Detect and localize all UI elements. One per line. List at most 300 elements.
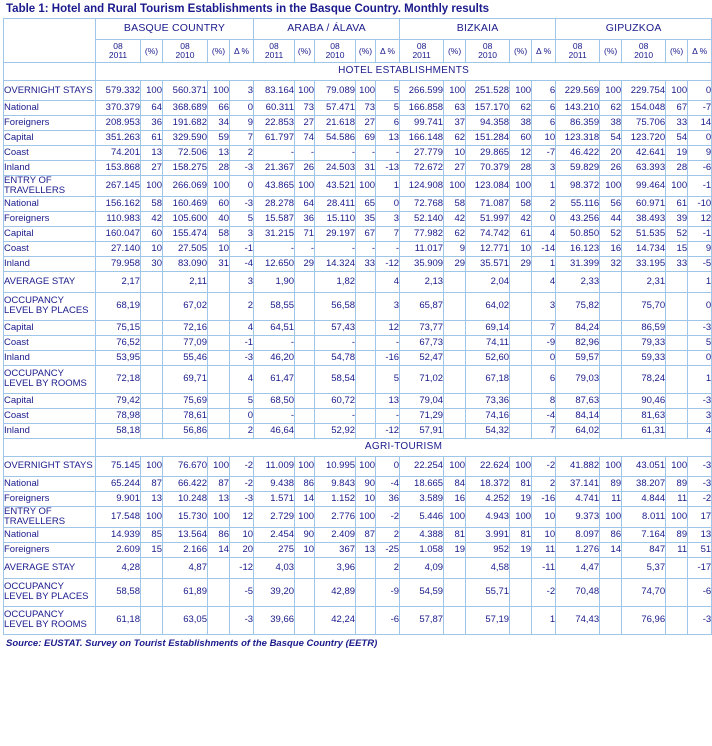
cell: 90 [356,476,376,491]
cell: 86 [208,527,230,542]
table-row [4,241,712,256]
cell: 4 [230,320,254,335]
cell [666,606,688,634]
cell [600,606,622,634]
cell: 100 [208,176,230,197]
row-label: Foreigners [4,542,96,557]
cell: 14 [295,491,315,506]
cell: 64 [141,101,163,116]
table-row [4,116,712,131]
row-label: National [4,527,96,542]
cell: 2 [230,423,254,438]
cell: 74,11 [466,335,510,350]
cell: 57,87 [400,606,444,634]
cell: -7 [532,146,556,161]
cell: -3 [230,606,254,634]
cell: 58,18 [96,423,141,438]
cell: - [376,408,400,423]
cell: 143.210 [556,101,600,116]
cell: 69 [356,131,376,146]
cell [444,292,466,320]
cell [510,320,532,335]
table-row [4,506,712,527]
cell: 89 [666,527,688,542]
cell: 3,96 [315,557,356,578]
cell: 56,86 [163,423,208,438]
cell: 75,82 [556,292,600,320]
cell: 59,33 [622,350,666,365]
cell: 4,28 [96,557,141,578]
cell: - [254,241,295,256]
cell: - [376,241,400,256]
cell: 28 [208,161,230,176]
cell: 12 [510,146,532,161]
cell: 58 [510,196,532,211]
cell: 61,18 [96,606,141,634]
cell: 2.776 [315,506,356,527]
cell: -3 [230,196,254,211]
cell: 43.521 [315,176,356,197]
cell: - [295,241,315,256]
cell: 26 [295,161,315,176]
cell: 251.528 [466,81,510,101]
cell [356,557,376,578]
row-label: OVERNIGHT STAYS [4,456,96,476]
cell [666,393,688,408]
cell: 100 [510,176,532,197]
table-row [4,606,712,634]
header-pct-previous-2: (%) [510,40,532,63]
cell [356,606,376,634]
cell: 105.600 [163,211,208,226]
cell: -11 [532,557,556,578]
cell: 7 [376,226,400,241]
cell: 61 [141,131,163,146]
cell: 63 [444,101,466,116]
cell: 10 [532,527,556,542]
cell: 10 [532,131,556,146]
cell: 75,15 [96,320,141,335]
cell: 27 [356,116,376,131]
cell [208,578,230,606]
cell: 86,59 [622,320,666,335]
cell: 89 [600,476,622,491]
tourism-statistics-table [3,18,712,635]
cell [295,271,315,292]
cell: 58 [444,196,466,211]
cell: 72.672 [400,161,444,176]
cell: 9.901 [96,491,141,506]
cell [208,350,230,365]
table-row [4,476,712,491]
header-group-0: BASQUE COUNTRY [96,19,254,40]
cell: 75.145 [96,456,141,476]
row-label: Coast [4,408,96,423]
cell: -9 [532,335,556,350]
cell: 79,33 [622,335,666,350]
table-row [4,527,712,542]
cell: 81 [444,527,466,542]
cell: 36 [141,116,163,131]
cell: -3 [688,393,712,408]
cell: 76.670 [163,456,208,476]
cell: 0 [532,350,556,365]
cell [208,271,230,292]
cell: 15.587 [254,211,295,226]
cell: 4.388 [400,527,444,542]
cell: 329.590 [163,131,208,146]
cell [356,408,376,423]
cell: 16 [444,491,466,506]
row-label: Capital [4,393,96,408]
cell: 22.624 [466,456,510,476]
cell [356,271,376,292]
cell: 10.248 [163,491,208,506]
cell: 87,63 [556,393,600,408]
cell: - [254,335,295,350]
cell: 36 [295,211,315,226]
cell [295,606,315,634]
cell: 72.506 [163,146,208,161]
cell: 3 [532,292,556,320]
cell: - [315,408,356,423]
cell: 60.971 [622,196,666,211]
cell: 18.372 [466,476,510,491]
cell: 42,24 [315,606,356,634]
cell: 157.170 [466,101,510,116]
cell [141,335,163,350]
cell: 52,92 [315,423,356,438]
cell: -14 [532,241,556,256]
cell: -5 [688,256,712,271]
cell: 0 [230,408,254,423]
row-label: OVERNIGHT STAYS [4,81,96,101]
cell [208,292,230,320]
cell: 4.741 [556,491,600,506]
cell: -1 [688,226,712,241]
cell: 100 [356,456,376,476]
row-label: Inland [4,350,96,365]
cell: 37 [444,116,466,131]
cell: 21.367 [254,161,295,176]
header-year-current-3: 08 2011 [556,40,600,63]
header-year-previous-3: 08 2010 [622,40,666,63]
cell: -10 [688,196,712,211]
cell: 8.097 [556,527,600,542]
cell: 3 [230,81,254,101]
cell: 12.650 [254,256,295,271]
cell: 1,90 [254,271,295,292]
cell: 4 [230,365,254,393]
cell: 100 [510,506,532,527]
table-row [4,176,712,197]
cell: 33 [356,256,376,271]
row-label: ENTRY OF TRAVELLERS [4,176,96,197]
cell: 69,71 [163,365,208,393]
cell: 86 [295,476,315,491]
cell: 89 [666,476,688,491]
cell: 42 [444,211,466,226]
cell: -2 [532,456,556,476]
cell: 67,18 [466,365,510,393]
cell: 59.829 [556,161,600,176]
row-label: ENTRY OF TRAVELLERS [4,506,96,527]
cell: 229.754 [622,81,666,101]
section-band-0: HOTEL ESTABLISHMENTS [96,63,712,81]
cell: -6 [688,161,712,176]
cell: 1 [532,256,556,271]
cell: 14.734 [622,241,666,256]
cell: 79.089 [315,81,356,101]
cell: 1 [376,176,400,197]
cell: 54 [666,131,688,146]
cell: 19 [666,146,688,161]
cell: -3 [688,320,712,335]
cell [666,271,688,292]
cell: 4 [532,271,556,292]
cell: 123.720 [622,131,666,146]
cell: -6 [688,578,712,606]
cell: 0 [532,211,556,226]
cell [444,320,466,335]
cell: 74,70 [622,578,666,606]
cell [295,393,315,408]
cell [208,365,230,393]
cell [666,408,688,423]
cell: 51.997 [466,211,510,226]
cell: 0 [376,196,400,211]
cell: 151.284 [466,131,510,146]
cell: 81,63 [622,408,666,423]
cell: -16 [376,350,400,365]
cell: 100 [295,176,315,197]
cell: 12 [688,211,712,226]
cell: 72,18 [96,365,141,393]
cell: 58,55 [254,292,295,320]
cell: 1 [688,271,712,292]
cell: 54,59 [400,578,444,606]
cell: 9.373 [556,506,600,527]
row-label: Capital [4,226,96,241]
header-group-1: ARABA / ÁLAVA [254,19,400,40]
cell: 29.197 [315,226,356,241]
cell [141,350,163,365]
cell: 87 [208,476,230,491]
cell: 11.017 [400,241,444,256]
cell: 52.140 [400,211,444,226]
cell: 67 [356,226,376,241]
cell: 42 [141,211,163,226]
cell: -3 [688,606,712,634]
cell: 58 [141,196,163,211]
cell: 86.359 [556,116,600,131]
table-row [4,350,712,365]
cell [208,320,230,335]
cell [510,335,532,350]
cell: 10 [141,241,163,256]
cell: 73,77 [400,320,444,335]
page-title: Table 1: Hotel and Rural Tourism Establishments in the Basque Country. Monthly results [6,3,490,15]
cell: 10.995 [315,456,356,476]
cell: 11 [600,491,622,506]
row-label: Capital [4,320,96,335]
cell: 191.682 [163,116,208,131]
cell: 952 [466,542,510,557]
cell: 28.278 [254,196,295,211]
cell [510,292,532,320]
cell: 42 [510,211,532,226]
cell: 46,20 [254,350,295,365]
header-delta-3: Δ % [688,40,712,63]
cell: 33 [666,256,688,271]
cell: 41.882 [556,456,600,476]
cell: 158.275 [163,161,208,176]
cell: 4 [532,226,556,241]
cell: 208.953 [96,116,141,131]
cell: 1 [532,606,556,634]
cell: - [315,241,356,256]
cell: 43.051 [622,456,666,476]
cell [510,365,532,393]
cell: 100 [666,456,688,476]
cell: 267.145 [96,176,141,197]
cell: 3 [230,226,254,241]
cell [444,271,466,292]
cell: 61,47 [254,365,295,393]
cell: 14.939 [96,527,141,542]
cell: 53,95 [96,350,141,365]
cell: 6 [532,116,556,131]
header-pct-current-1: (%) [295,40,315,63]
table-row [4,271,712,292]
cell: 2.166 [163,542,208,557]
cell: 27 [295,116,315,131]
cell: 99.464 [622,176,666,197]
cell: 9.843 [315,476,356,491]
cell: 100 [295,456,315,476]
cell: 26 [600,161,622,176]
cell: 27.779 [400,146,444,161]
cell: 100 [141,176,163,197]
cell: -2 [230,476,254,491]
cell: 60 [208,196,230,211]
cell [666,320,688,335]
cell: 64,51 [254,320,295,335]
cell: 67,02 [163,292,208,320]
cell [141,365,163,393]
cell: - [356,146,376,161]
header-group-2: BIZKAIA [400,19,556,40]
cell [141,393,163,408]
cell [295,578,315,606]
cell: 4,47 [556,557,600,578]
cell: 55,46 [163,350,208,365]
cell: 14 [688,116,712,131]
cell: 18.665 [400,476,444,491]
cell: 74,16 [466,408,510,423]
cell: 14.324 [315,256,356,271]
cell: 72,16 [163,320,208,335]
cell: 13.564 [163,527,208,542]
cell: 3 [376,292,400,320]
cell: 5,37 [622,557,666,578]
cell: 229.569 [556,81,600,101]
cell: 100 [356,176,376,197]
cell: -25 [376,542,400,557]
header-pct-current-2: (%) [444,40,466,63]
cell: 6 [532,365,556,393]
cell: 73 [356,101,376,116]
cell: 2,31 [622,271,666,292]
cell: -2 [532,578,556,606]
cell: - [315,146,356,161]
cell [444,365,466,393]
cell: 2 [376,527,400,542]
cell: 3 [376,211,400,226]
cell: 11 [666,491,688,506]
row-label: National [4,101,96,116]
cell: 64,02 [556,423,600,438]
row-label: Coast [4,241,96,256]
table-row [4,146,712,161]
cell [510,350,532,365]
cell [295,335,315,350]
header-pct-previous-1: (%) [356,40,376,63]
header-delta-0: Δ % [230,40,254,63]
cell: 100 [444,176,466,197]
cell [510,557,532,578]
cell: 15.110 [315,211,356,226]
cell: 28.411 [315,196,356,211]
cell: 85 [141,527,163,542]
cell: -17 [688,557,712,578]
cell: 8 [532,393,556,408]
cell: 351.263 [96,131,141,146]
cell: 61,31 [622,423,666,438]
row-label: AVERAGE STAY [4,271,96,292]
cell: 100 [444,81,466,101]
cell: -13 [376,161,400,176]
table-row [4,81,712,101]
cell [141,423,163,438]
cell: 57,43 [315,320,356,335]
cell: 1,82 [315,271,356,292]
cell: 100 [295,506,315,527]
table-row [4,393,712,408]
cell: -1 [688,176,712,197]
cell: 10 [510,241,532,256]
table-row [4,320,712,335]
cell: 3 [688,408,712,423]
cell: 15 [666,241,688,256]
cell: 42,89 [315,578,356,606]
cell [666,292,688,320]
cell: 31 [356,161,376,176]
cell: -1 [230,335,254,350]
cell: 5.446 [400,506,444,527]
cell [600,557,622,578]
cell: 9 [444,241,466,256]
cell: 46.422 [556,146,600,161]
cell: 58 [208,226,230,241]
cell: 74.742 [466,226,510,241]
header-pct-current-3: (%) [600,40,622,63]
header-pct-previous-0: (%) [208,40,230,63]
cell: 8.011 [622,506,666,527]
cell: 55.116 [556,196,600,211]
cell: 51 [688,542,712,557]
cell: 13 [141,491,163,506]
